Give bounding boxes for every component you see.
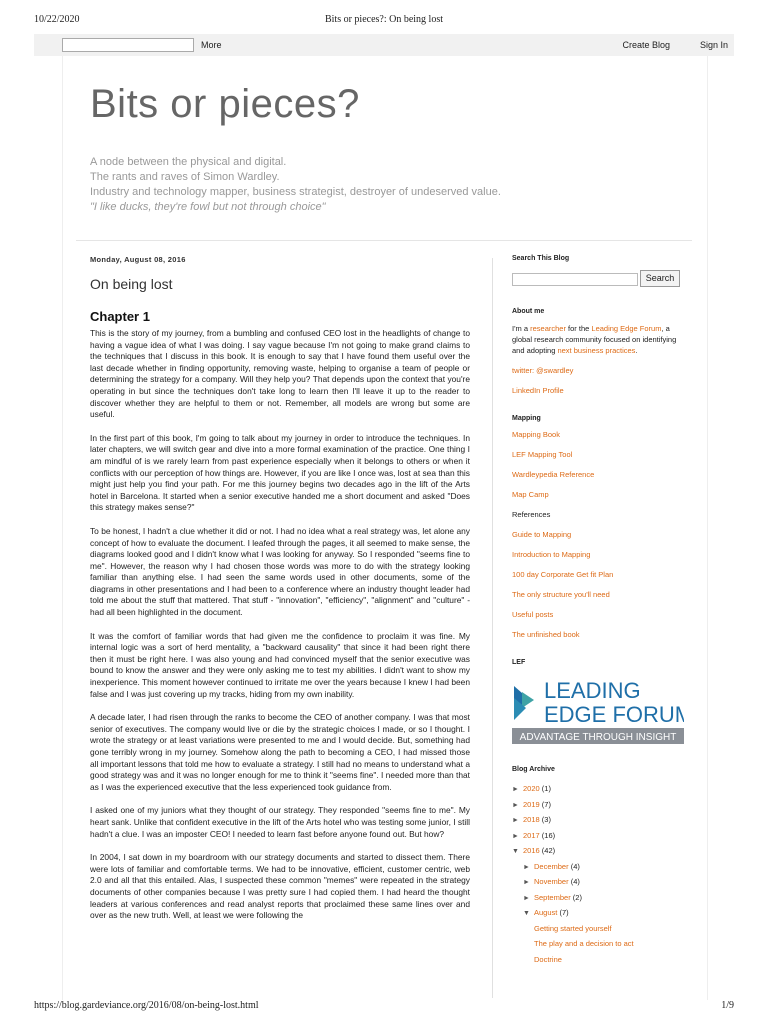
expand-triangle-icon[interactable]: ► (512, 817, 519, 824)
archive-post-link[interactable]: Doctrine (534, 954, 562, 964)
references-label: References (512, 510, 551, 519)
post-date: Monday, August 08, 2016 (90, 255, 186, 264)
sidebar (512, 255, 688, 967)
about-widget-title: About me (512, 308, 545, 315)
blog-desc-line: The rants and raves of Simon Wardley. (90, 171, 280, 183)
reference-link[interactable]: Introduction to Mapping (512, 550, 591, 559)
archive-widget-title: Blog Archive (512, 766, 555, 773)
archive-count: (1) (541, 784, 551, 793)
archive-year-row[interactable] (512, 781, 688, 797)
expand-triangle-icon[interactable]: ► (512, 801, 519, 809)
researcher-link[interactable]: researcher (530, 324, 566, 333)
reference-link[interactable]: Useful posts (512, 610, 554, 619)
archive-month-row[interactable] (512, 890, 688, 906)
lef-logo[interactable] (512, 674, 684, 744)
archive-year-link[interactable]: 2017 (523, 830, 540, 840)
archive-count: (4) (570, 877, 580, 886)
reference-link[interactable]: 100 day Corporate Get fit Plan (512, 570, 614, 579)
archive-year-link[interactable]: 2016 (523, 846, 540, 855)
print-doc-title: Bits or pieces?: On being lost (324, 14, 444, 25)
linkedin-link[interactable]: LinkedIn Profile (512, 386, 564, 395)
expand-triangle-icon[interactable]: ► (523, 863, 530, 871)
archive-post-link[interactable]: Getting started yourself (534, 923, 612, 933)
post-body (90, 328, 470, 922)
sidebar-divider (492, 258, 493, 998)
blog-title[interactable]: Bits or pieces? (90, 82, 360, 126)
collapse-triangle-icon[interactable]: ▼ (512, 848, 519, 855)
blog-description (90, 155, 650, 215)
archive-year-row[interactable] (512, 812, 688, 828)
reference-link[interactable]: The unfinished book (512, 630, 580, 639)
chapter-heading: Chapter 1 (90, 309, 150, 324)
post-paragraph: In the first part of this book, I'm going to talk about my journey in order to introduce the techniques. In later chapters, we will switch gear and dive into a more formal examination of the practice. One thing I am mindful of is we rarely learn from past experience especially when it belongs to others or when it conflicts with our perception of how things are. However, if you are like I once was, lost at sea than this might just help you find your path. For me this journey begins two decades ago in the lift of the Arts hotel in Barcelona. It started when a senior executive handed me a short document and asked "Does this strategy makes sense?" (90, 432, 470, 513)
print-url: https://blog.gardeviance.org/2016/08/on-being-lost.html (34, 1000, 259, 1011)
lef-logo-graphic (512, 674, 684, 744)
mapping-widget-title: Mapping (512, 415, 541, 422)
archive-count: (4) (570, 861, 580, 871)
sidebar-search-button[interactable]: Search (640, 270, 680, 287)
print-date: 10/22/2020 (34, 14, 80, 25)
archive-count: (7) (559, 908, 569, 917)
archive-count: (7) (541, 799, 551, 809)
mapping-link[interactable]: Map Camp (512, 490, 549, 499)
archive-month-row[interactable] (512, 874, 688, 890)
navbar-search-input[interactable] (62, 38, 194, 52)
sidebar-search (512, 270, 688, 290)
print-footer (34, 1000, 734, 1014)
archive-month-link[interactable]: December (534, 861, 569, 871)
create-blog-link[interactable]: Create Blog (622, 40, 670, 50)
archive-count: (2) (572, 892, 582, 902)
collapse-triangle-icon[interactable]: ▼ (523, 910, 530, 917)
archive-count: (3) (541, 815, 551, 824)
archive-year-link[interactable]: 2018 (523, 815, 540, 824)
archive-count: (42) (541, 846, 556, 855)
post-paragraph: To be honest, I hadn't a clue whether it did or not. I had no idea what a real strategy was, let alone any concept of how to evaluate the document. I leafed through the pages, it all seemed to make sense, the diagrams looked good and I didn't know what I was looking for anyway. So I responded "seems fine to me". However, the reason why I had chosen those words was more to do with the strategy looking familiar than anything else. I had seen the same words used in other documents, some of the diagrams in other presentations and I had been to a conference where an industry thought leader had told me about the stuff that mattered. That stuff - "innovation", "efficiency", "alignment" and "culture" - had all been highlighted in the document. (90, 525, 470, 618)
post-paragraph: I asked one of my juniors what they thought of our strategy. They responded "seems fine to me". My heart sank. Unlike that confident executive in the lift of the Arts hotel who was testing some junior, I still hadn't a clue. I was an imposter CEO! I needed to learn fast before anyone found out. But how? (90, 805, 470, 839)
post-title[interactable]: On being lost (90, 276, 173, 292)
lef-logo-tagline: ADVANTAGE THROUGH INSIGHT (519, 732, 677, 743)
mapping-link[interactable]: Mapping Book (512, 430, 560, 439)
navbar-more-link[interactable]: More (201, 40, 222, 50)
blog-desc-quote: "I like ducks, they're fowl but not through choice" (90, 201, 326, 213)
leading-edge-forum-link[interactable]: Leading Edge Forum (591, 324, 662, 333)
about-text-part: I'm a (512, 324, 531, 333)
archive-month-row[interactable] (512, 859, 688, 875)
reference-link[interactable]: Guide to Mapping (512, 530, 572, 539)
blog-desc-line: Industry and technology mapper, business strategist, destroyer of undeserved value. (90, 186, 501, 198)
expand-triangle-icon[interactable]: ► (523, 879, 530, 886)
archive-month-link[interactable]: August (534, 908, 558, 917)
archive-year-row[interactable] (512, 797, 688, 813)
archive-month-link[interactable]: November (534, 877, 569, 886)
about-text-part: , a global research community focused on identifying and adopting (512, 324, 677, 355)
post-paragraph: A decade later, I had risen through the ranks to become the CEO of another company. I was that most senior of executives. The company would live or die by the strategic choices I made, or so I thought. I wrote the strategy or at least variations were presented to me and I would decide. But, something had gone terribly wrong in my journey. Somehow along the path to becoming a CEO, I had missed those all important lessons that told me how to evaluate a strategy. I still had no means to understand what a good strategy was and it was no longer enough for me to think it "seems fine". I needed more than that as I was the experienced executive that the less experienced took guidance from. (90, 712, 470, 792)
blogger-navbar (34, 34, 734, 56)
archive-year-link[interactable]: 2020 (523, 784, 540, 793)
archive-count: (16) (541, 830, 556, 840)
sidebar-search-input[interactable] (512, 273, 638, 286)
print-header (34, 14, 734, 28)
archive-post-link[interactable]: The play and a decision to act (534, 939, 634, 948)
expand-triangle-icon[interactable]: ► (512, 786, 519, 793)
post-paragraph: It was the comfort of familiar words that had given me the confidence to proclaim it was fine. My internal logic was a sort of herd mentality, a "backward causality" that since it had been right there then it must be right here. I was also young and had convinced myself that the senior executive was bound to know the answer and they were only asking me to test my abilities. I didn't want to show my inexperience. This moment however continued to irritate me over the years because I knew I had been false and I was just covering up my tracks, hiding from my own inability. (90, 630, 470, 699)
about-text-part: . (635, 346, 638, 355)
reference-link[interactable]: The only structure you'll need (512, 590, 610, 599)
blog-archive (512, 781, 688, 967)
blog-desc-line: A node between the physical and digital. (90, 156, 287, 168)
lef-logo-line1: LEADING (544, 678, 641, 703)
header-divider (76, 240, 692, 241)
archive-year-row[interactable] (512, 828, 688, 844)
archive-year-link[interactable]: 2019 (523, 799, 540, 809)
archive-month-link[interactable]: September (534, 892, 571, 902)
lef-widget-title: LEF (512, 659, 526, 666)
post-column (90, 255, 470, 922)
post-paragraph: This is the story of my journey, from a bumbling and confused CEO lost in the headlights of change to having a vague idea of what I was doing. I say vague because I'm not going to make grand claims to the techniques that I discuss in this book. It is enough to say that I have found them useful over the last decade whether in finding opportunity, removing waste, helping to organise a team of people or determining the strategy for a company. Will they help you? That depends upon the context that you're operating in but since the techniques don't take long to learn then I'll leave it up to the reader to discover whether they are helpful to them or not. Remember, all models are wrong but some are useful. (90, 328, 470, 420)
expand-triangle-icon[interactable]: ► (523, 894, 530, 902)
sign-in-link[interactable]: Sign In (699, 40, 728, 50)
next-business-practices-link[interactable]: next business practices (557, 346, 636, 355)
print-page-number: 1/9 (721, 1000, 734, 1011)
about-text (512, 323, 688, 356)
expand-triangle-icon[interactable]: ► (512, 832, 519, 840)
mapping-link[interactable]: Wardleypedia Reference (512, 470, 595, 479)
twitter-link[interactable]: twitter: @swardley (512, 366, 574, 375)
post-paragraph: In 2004, I sat down in my boardroom with our strategy documents and started to dissect them. There were lots of familiar and comfortable terms. We had to be innovative, efficient, customer centric, web 2.0 and all that this entailed. Alas, I suspected these common "memes" were repeated in the strategy documents of other companies because I was pretty sure I had copied them. I had heard the thought leaders at various conferences and read analyst reports that proclaimed these same lines over and over as the new truth. Well, at least we were following the (90, 852, 470, 921)
mapping-link[interactable]: LEF Mapping Tool (512, 450, 573, 459)
about-text-part: for the (565, 324, 592, 333)
archive-year-row-open[interactable] (512, 843, 688, 859)
search-widget-title: Search This Blog (512, 255, 570, 262)
archive-month-row-open[interactable] (512, 905, 688, 921)
lef-logo-line2: EDGE FORUM (544, 702, 684, 727)
